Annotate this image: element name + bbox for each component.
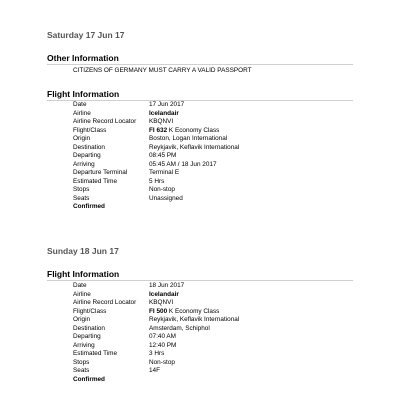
day-header-1: Saturday 17 Jun 17 (47, 30, 125, 40)
arriving-label: Arriving (73, 341, 95, 349)
flight-number: FI 500 (149, 307, 168, 315)
origin-value: Boston, Logan International (149, 135, 228, 142)
detail-row-date (73, 282, 363, 291)
detail-row-departing (73, 152, 363, 161)
destination-label: Destination (73, 324, 105, 332)
detail-row-arriving (73, 342, 363, 351)
terminal-label: Departure Terminal (73, 169, 128, 176)
origin-label: Origin (73, 135, 91, 142)
seats-label: Seats (73, 194, 90, 202)
detail-row-destination (73, 325, 363, 334)
airline-label: Airline (73, 109, 91, 117)
estimated-time-value: 5 Hrs (149, 177, 165, 185)
locator-label: Airline Record Locator (73, 118, 137, 125)
detail-row-locator (73, 299, 363, 308)
locator-value: KBQNVI (149, 118, 174, 125)
date-value: 17 Jun 2017 (149, 101, 185, 108)
departing-value: 08:45 PM (149, 152, 177, 159)
departing-label: Departing (73, 333, 101, 340)
detail-row-airline (73, 110, 363, 119)
flight-number: FI 632 (149, 126, 168, 134)
origin-label: Origin (73, 316, 91, 323)
arriving-value: 05:45 AM / 18 Jun 2017 (149, 160, 217, 168)
detail-row-locator (73, 118, 363, 127)
origin-value: Reykjavik, Keflavik International (149, 316, 240, 323)
arriving-value: 12:40 PM (149, 341, 177, 349)
stops-label: Stops (73, 186, 90, 193)
detail-row-arriving (73, 161, 363, 170)
detail-row-flight (73, 308, 363, 317)
detail-row-seats (73, 195, 363, 204)
status-badge: Confirmed (73, 203, 105, 210)
airline-value: Icelandair (149, 109, 179, 117)
flight-value (149, 308, 219, 317)
flight-details-2 (73, 282, 363, 384)
destination-value: Reykjavik, Keflavik International (149, 143, 240, 151)
estimated-time-label: Estimated Time (73, 350, 118, 357)
flight-information-title-1: Flight Information (47, 89, 353, 101)
seats-value: 14F (149, 367, 161, 374)
departing-value: 07:40 AM (149, 333, 177, 340)
flight-label: Flight/Class (73, 126, 107, 134)
detail-row-departing (73, 333, 363, 342)
locator-label: Airline Record Locator (73, 299, 137, 306)
date-label: Date (73, 101, 87, 108)
estimated-time-value: 3 Hrs (149, 350, 165, 357)
detail-row-status (73, 203, 363, 212)
day-header-2: Sunday 18 Jun 17 (47, 246, 119, 256)
detail-row-stops (73, 359, 363, 368)
destination-value: Amsterdam, Schiphol (149, 324, 210, 332)
date-value: 18 Jun 2017 (149, 282, 185, 289)
flight-details-1 (73, 101, 363, 212)
other-information-text: CITIZENS OF GERMANY MUST CARRY A VALID PASSPORT (73, 67, 252, 74)
airline-value: Icelandair (149, 290, 179, 298)
detail-row-seats (73, 367, 363, 376)
flight-information-title-2: Flight Information (47, 269, 353, 281)
stops-value: Non-stop (149, 358, 175, 366)
flight-class: K Economy Class (168, 126, 220, 134)
seats-value: Unassigned (149, 194, 183, 202)
estimated-time-label: Estimated Time (73, 177, 118, 185)
locator-value: KBQNVI (149, 299, 174, 306)
detail-row-date (73, 101, 363, 110)
detail-row-estimated-time (73, 350, 363, 359)
detail-row-status (73, 376, 363, 385)
detail-row-estimated-time (73, 178, 363, 187)
stops-value: Non-stop (149, 186, 175, 193)
arriving-label: Arriving (73, 160, 95, 168)
detail-row-origin (73, 135, 363, 144)
status-badge: Confirmed (73, 375, 105, 383)
terminal-value: Terminal E (149, 169, 180, 176)
airline-label: Airline (73, 290, 91, 298)
seats-label: Seats (73, 367, 90, 374)
detail-row-flight (73, 127, 363, 136)
detail-row-origin (73, 316, 363, 325)
date-label: Date (73, 282, 87, 289)
destination-label: Destination (73, 143, 105, 151)
other-information-title: Other Information (47, 53, 353, 65)
detail-row-destination (73, 144, 363, 153)
flight-value (149, 127, 219, 136)
stops-label: Stops (73, 358, 90, 366)
departing-label: Departing (73, 152, 101, 159)
flight-label: Flight/Class (73, 307, 107, 315)
detail-row-terminal (73, 169, 363, 178)
detail-row-stops (73, 186, 363, 195)
flight-class: K Economy Class (168, 307, 220, 315)
detail-row-airline (73, 291, 363, 300)
